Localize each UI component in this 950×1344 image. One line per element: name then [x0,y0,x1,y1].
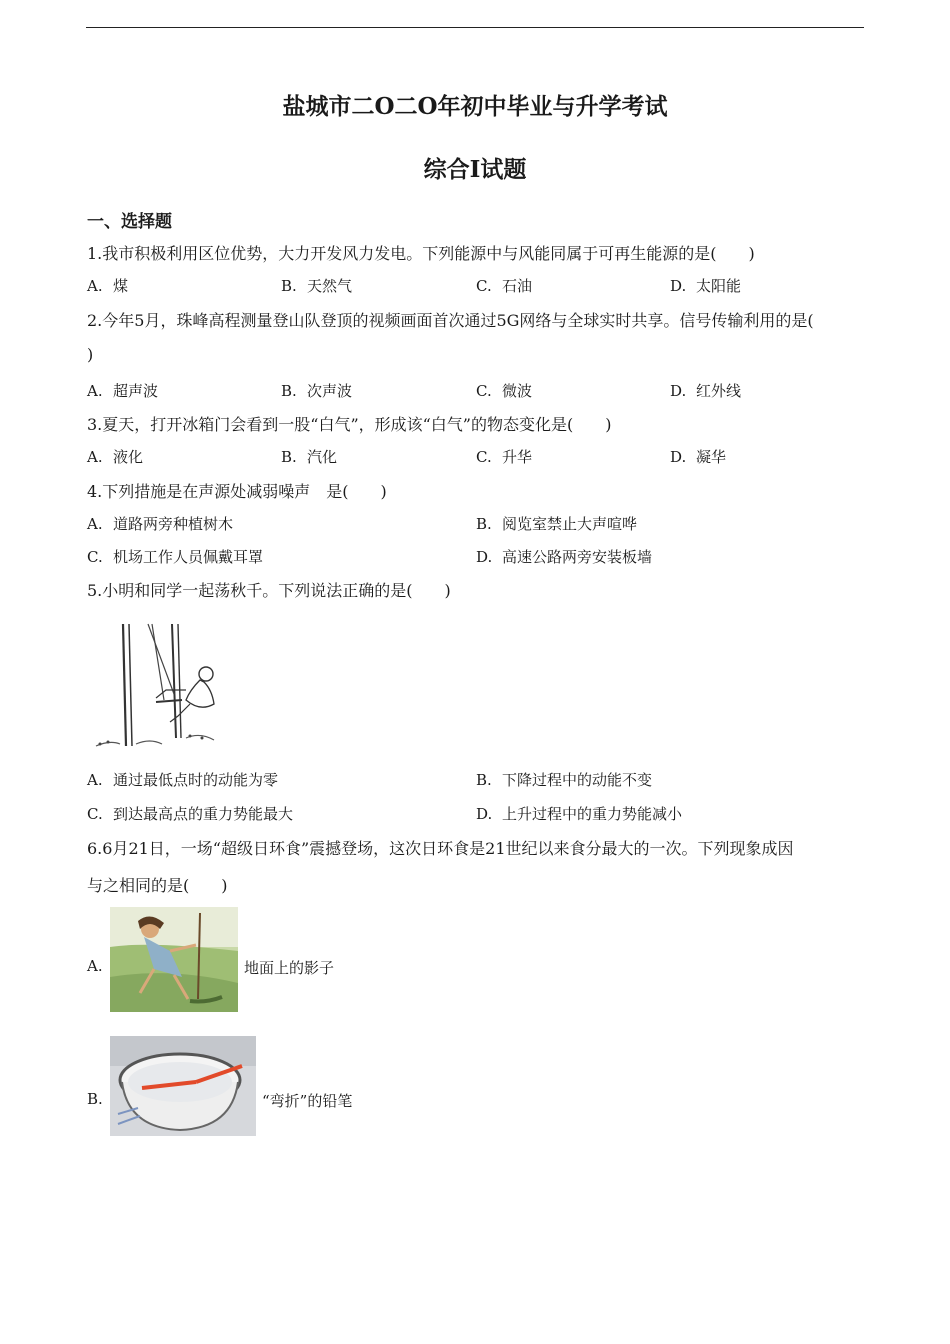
q4-option-d[interactable] [476,546,652,567]
option-text: 液化 [113,448,144,466]
option-label: B. [281,382,297,400]
option-label: A. [87,957,103,975]
swing-seat [156,700,182,702]
q5-option-c[interactable] [87,803,293,824]
question-3-stem: 3.夏天，打开冰箱门会看到一股“白气”，形成该“白气”的物态变化是( ) [87,415,612,434]
q5-option-d[interactable] [476,803,682,824]
option-text: 下降过程中的动能不变 [502,771,653,789]
option-text: 次声波 [307,382,353,400]
option-label: B. [476,515,492,533]
option-label: B. [281,448,297,466]
option-label: C. [476,448,492,466]
q1-option-c[interactable] [476,275,532,296]
option-label: C. [476,382,492,400]
q5-option-a[interactable] [87,769,278,790]
question-1-stem: 1.我市积极利用区位优势，大力开发风力发电。下列能源中与风能同属于可再生能源的是( ) [87,244,755,263]
option-label: B. [87,1090,103,1108]
option-text: 超声波 [113,382,159,400]
option-text: 太阳能 [696,277,742,295]
q2-option-a[interactable] [87,380,158,401]
option-label: A. [87,382,103,400]
q5-option-b[interactable] [476,769,652,790]
question-6-stem: 6.6月21日，一场“超级日环食”震撼登场，这次日环食是21世纪以来食分最大的一次。下列现象成因 [87,839,794,858]
q6-option-a-text: 地面上的影子 [244,959,335,977]
q3-option-c[interactable] [476,446,532,467]
q1-option-d[interactable] [670,275,741,296]
q3-option-a[interactable] [87,446,143,467]
question-2-stem: 2.今年5月，珠峰高程测量登山队登顶的视频画面首次通过5G网络与全球实时共享。信号传输利用的是( [87,311,814,330]
question-2-stem-cont: ) [87,345,94,364]
q6-option-a[interactable] [87,957,103,975]
option-label: C. [87,805,103,823]
question-4-stem: 4.下列措施是在声源处减弱噪声 是( ) [87,482,387,501]
q1-option-a[interactable] [87,275,128,296]
option-text: 高速公路两旁安装板墙 [502,548,653,566]
section-heading: 一、选择题 [87,212,172,232]
option-text: 石油 [502,277,533,295]
q2-option-b[interactable] [281,380,352,401]
option-text: 阅览室禁止大声喧哗 [502,515,638,533]
child-body [186,680,214,707]
option-text: 煤 [113,277,129,295]
option-label: D. [670,277,687,295]
option-text: 上升过程中的重力势能减小 [502,805,683,823]
option-label: D. [670,448,687,466]
option-label: B. [281,277,297,295]
option-text: 凝华 [696,448,727,466]
q3-option-b[interactable] [281,446,337,467]
option-text: 机场工作人员佩戴耳罩 [113,548,264,566]
option-label: C. [476,277,492,295]
option-label: A. [87,277,103,295]
option-text: 道路两旁种植树木 [113,515,234,533]
q3-option-d[interactable] [670,446,726,467]
q6-option-b[interactable] [87,1090,103,1108]
option-label: A. [87,448,103,466]
ground-marks [96,735,214,746]
swing-illustration [90,620,220,752]
q2-option-c[interactable] [476,380,532,401]
q2-option-d[interactable] [670,380,741,401]
exam-title: 盐城市二O二O年初中毕业与升学考试 [282,93,668,120]
option-label: A. [87,771,103,789]
option-text: 汽化 [307,448,338,466]
option-label: D. [670,382,687,400]
option-text: 微波 [502,382,533,400]
swing-post-left [123,624,126,746]
header-rule [86,27,864,28]
option-text: 到达最高点的重力势能最大 [113,805,294,823]
option-label: C. [87,548,103,566]
option-label: D. [476,548,493,566]
q4-option-b[interactable] [476,513,637,534]
bent-pencil-photo[interactable] [110,1036,256,1136]
question-6-stem-cont: 与之相同的是( ) [87,876,228,895]
swing-post-right [172,624,176,738]
q6-option-b-text: “弯折”的铅笔 [262,1092,353,1110]
q4-option-a[interactable] [87,513,233,534]
option-text: 升华 [502,448,533,466]
exam-subtitle: 综合Ⅰ试题 [423,156,527,183]
child-head [199,667,213,681]
shadow-photo[interactable] [110,907,238,1012]
question-5-stem: 5.小明和同学一起荡秋千。下列说法正确的是( ) [87,581,451,600]
option-label: A. [87,515,103,533]
option-label: D. [476,805,493,823]
q1-option-b[interactable] [281,275,352,296]
option-text: 通过最低点时的动能为零 [113,771,279,789]
option-text: 红外线 [696,382,742,400]
q4-option-c[interactable] [87,546,263,567]
option-text: 天然气 [307,277,353,295]
option-label: B. [476,771,492,789]
